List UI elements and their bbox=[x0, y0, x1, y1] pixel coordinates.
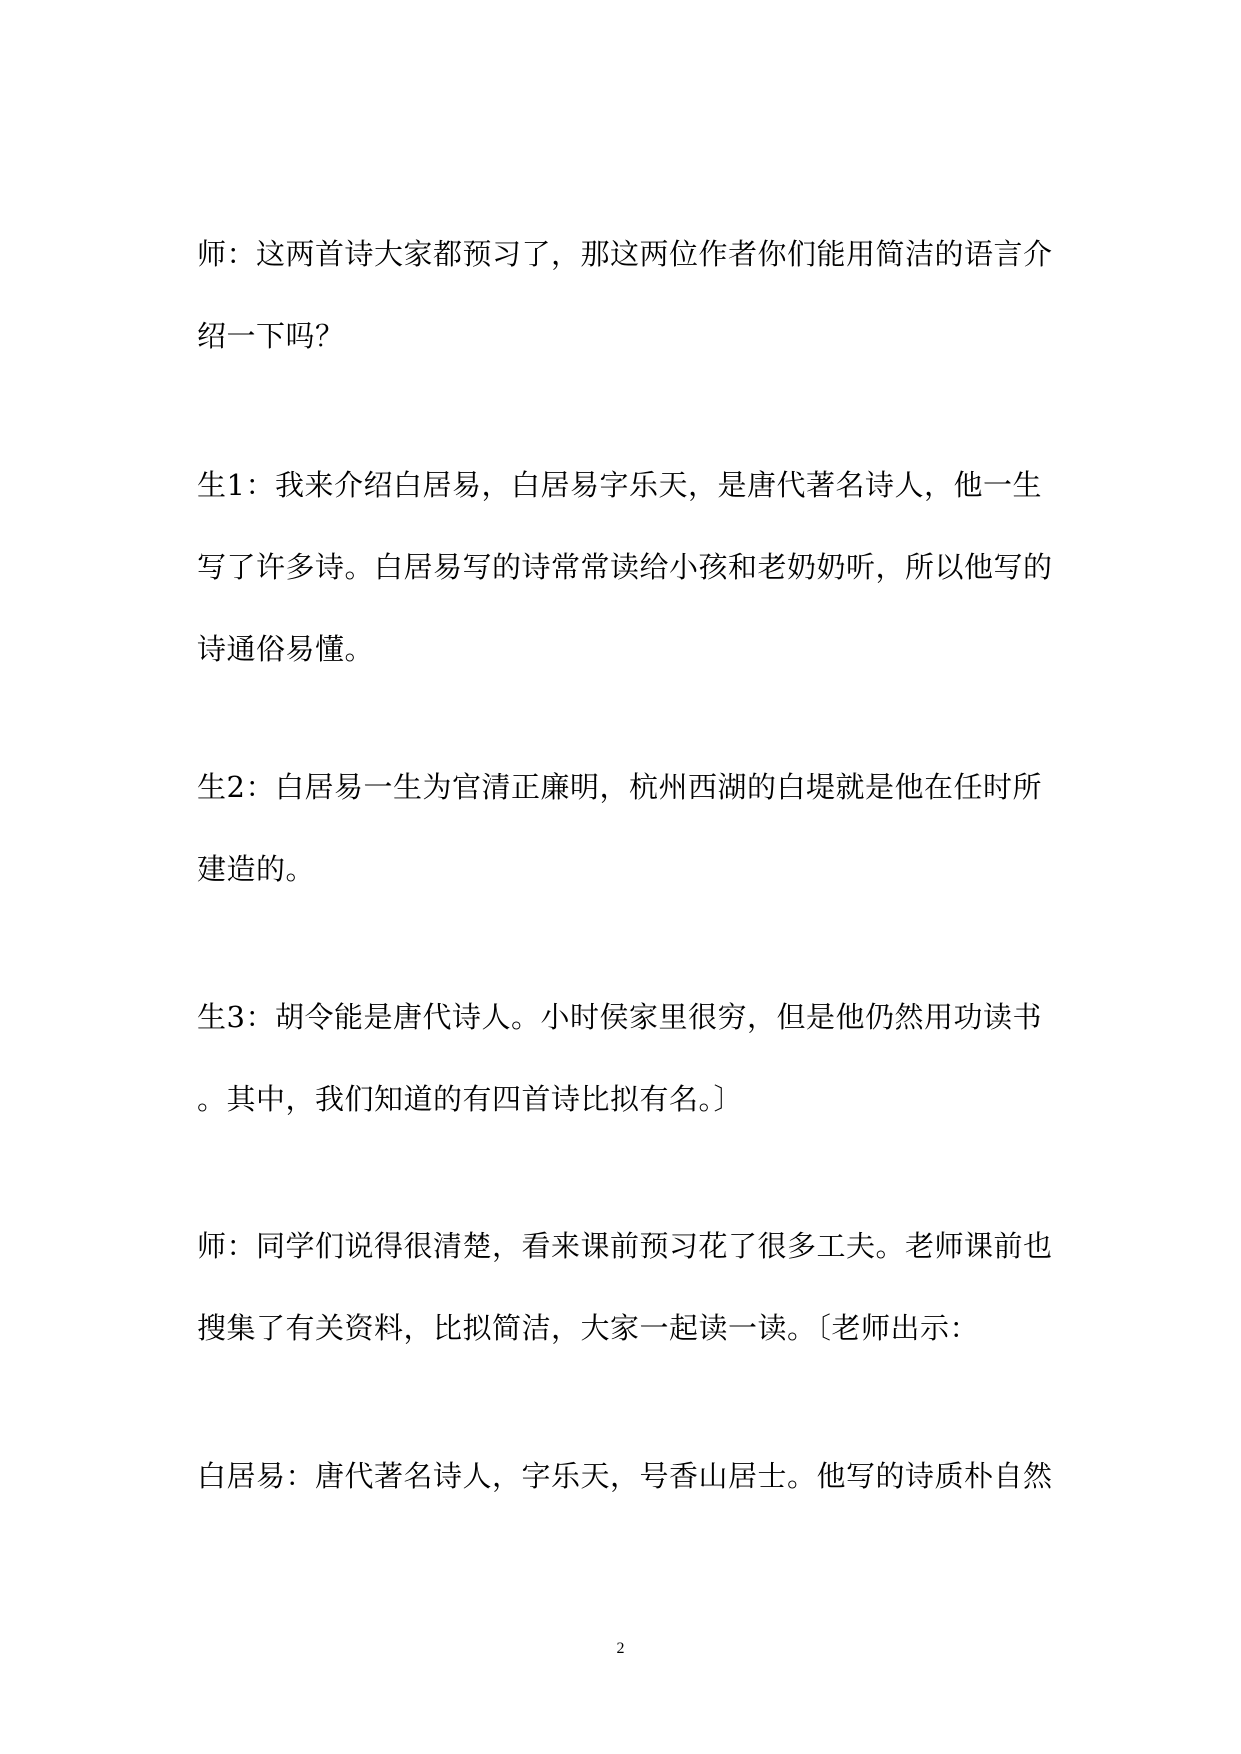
paragraph-teacher-summary bbox=[197, 1205, 1057, 1369]
text-line: 写了许多诗。白居易写的诗常常读给小孩和老奶奶听，所以他写的 bbox=[197, 550, 1053, 584]
paragraph-bai-juyi-intro bbox=[197, 1435, 1057, 1517]
text-line: 生2：白居易一生为官清正廉明，杭州西湖的白堤就是他在任时所 bbox=[197, 770, 1042, 804]
paragraph-student-3 bbox=[197, 976, 1057, 1140]
text-line: 绍一下吗？ bbox=[197, 319, 345, 353]
page-number: 2 bbox=[616, 1640, 625, 1657]
text-line: 诗通俗易懂。 bbox=[197, 632, 375, 666]
paragraph-teacher-question bbox=[197, 213, 1057, 377]
text-line: 。其中，我们知道的有四首诗比拟有名。〕 bbox=[197, 1082, 744, 1116]
text-line: 生3：胡令能是唐代诗人。小时侯家里很穷，但是他仍然用功读书 bbox=[197, 1000, 1042, 1034]
text-line: 生1：我来介绍白居易，白居易字乐天，是唐代著名诗人，他一生 bbox=[197, 468, 1042, 502]
text-line: 师：这两首诗大家都预习了，那这两位作者你们能用简洁的语言介 bbox=[197, 237, 1053, 271]
text-line: 白居易：唐代著名诗人，字乐天，号香山居士。他写的诗质朴自然 bbox=[197, 1459, 1053, 1493]
text-line: 师：同学们说得很清楚，看来课前预习花了很多工夫。老师课前也 bbox=[197, 1229, 1053, 1263]
text-line: 建造的。 bbox=[197, 852, 316, 886]
text-line: 搜集了有关资料，比拟简洁，大家一起读一读。〔老师出示： bbox=[197, 1311, 980, 1345]
paragraph-student-1 bbox=[197, 444, 1057, 690]
paragraph-student-2 bbox=[197, 746, 1057, 910]
